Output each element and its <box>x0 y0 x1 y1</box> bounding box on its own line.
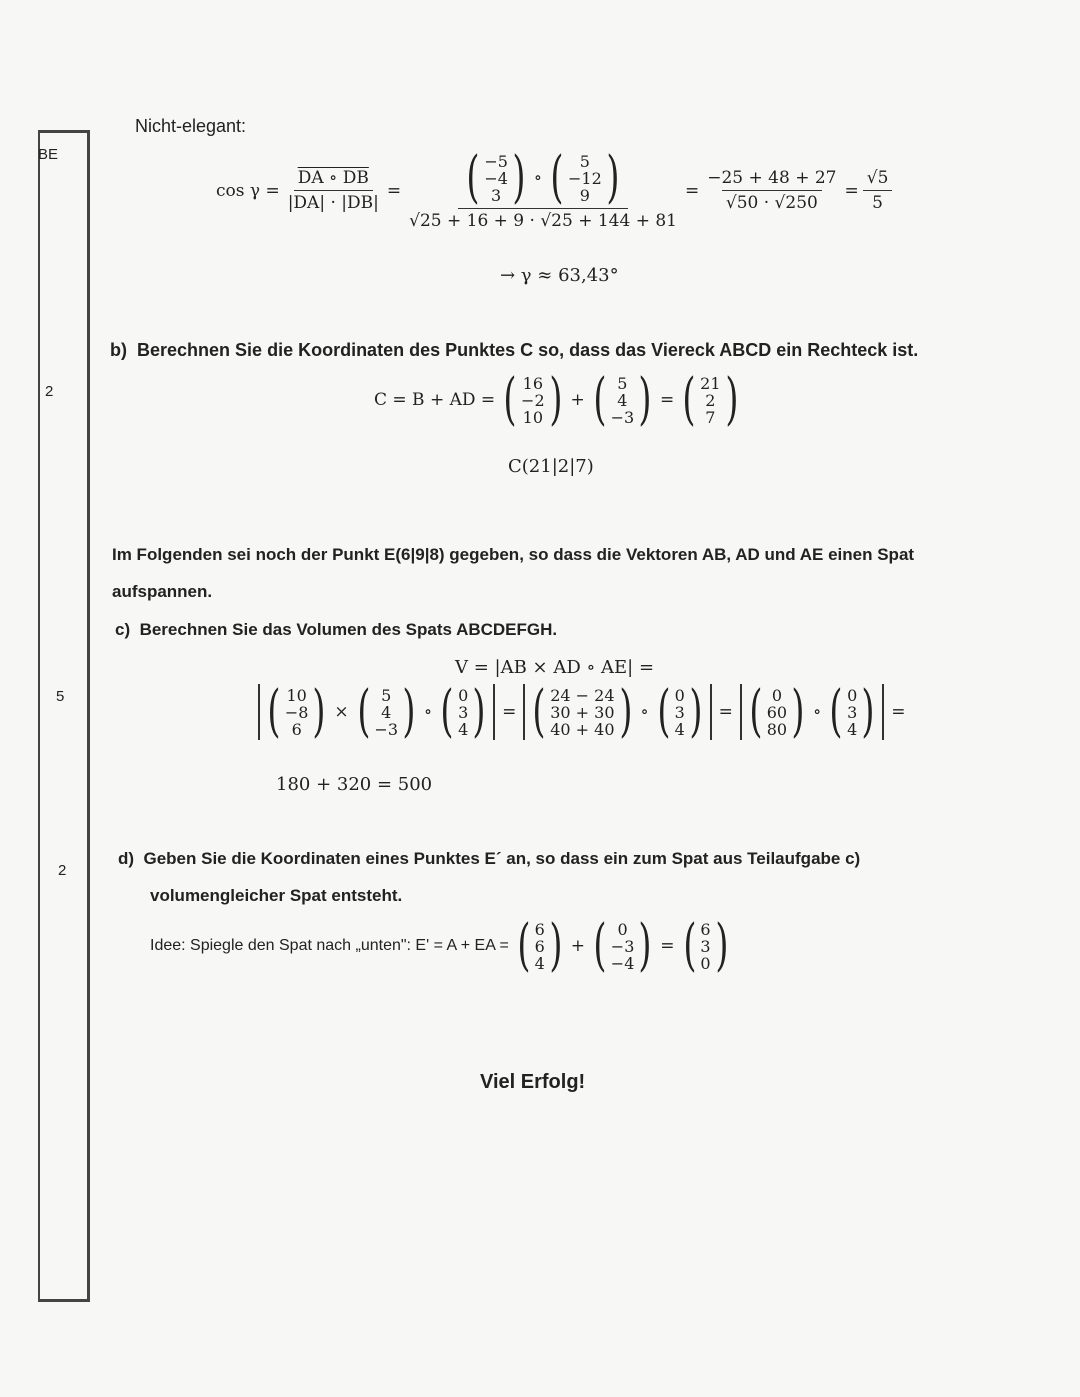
vec-db: ( 5 −12 9 ) <box>550 145 620 210</box>
closing-text: Viel Erfolg! <box>480 1071 586 1093</box>
idea-text: Idee: Spiegle den Spat nach „unten": E' = A + EA = <box>150 937 509 954</box>
c-formula: C = B + AD = ( 16 −2 10 ) + ( 5 4 −3 ) = ( 21 2 7 ) <box>374 367 739 432</box>
volume-result: 180 + 320 = 500 <box>276 774 433 795</box>
frac1 <box>284 168 383 213</box>
cos-lhs: cos γ = <box>216 180 280 201</box>
gamma-result: → γ ≈ 63,43° <box>500 265 619 286</box>
e-prime-formula: Idee: Spiegle den Spat nach „unten": E' = A + EA = ( 6 6 4 ) + ( 0 −3 −4 ) = ( 6 3 0 ) <box>150 913 729 978</box>
c-result: C(21|2|7) <box>508 456 594 477</box>
points-c: 5 <box>56 688 65 705</box>
frac2: ( −5 −4 3 ) ∘ ( 5 −12 9 ) √25 + 16 + 9 · √25 + 144 + 81 <box>405 150 681 231</box>
intro-line2: aufspannen. <box>112 582 213 601</box>
frac2-den: √25 + 16 + 9 · √25 + 144 + 81 <box>409 211 677 231</box>
points-d: 2 <box>58 862 67 879</box>
task-d-line1: d) Geben Sie die Koordinaten eines Punktes E´ an, so dass ein zum Spat aus Teilaufgabe c) <box>118 849 861 868</box>
task-b: b) Berechnen Sie die Koordinaten des Punktes C so, dass das Viereck ABCD ein Rechteck ist. <box>110 340 919 360</box>
task-d-line2: volumengleicher Spat entsteht. <box>150 886 403 905</box>
frac1-den: |DA| · |DB| <box>287 193 379 213</box>
frac1-num: DA ∘ DB <box>294 168 373 191</box>
points-b: 2 <box>45 383 54 400</box>
frac4: $\frac{√5}{5}$ <box>863 168 893 213</box>
c-lhs: C = B + AD = <box>374 390 496 410</box>
cos-formula: cos γ = $\frac{DA \circ DB}{|DA| \cdot |DB|}$ = ( −5 −4 3 ) ∘ ( 5 −12 9 ) √25 + 16 + 9 · √25 + 144 + 81 = $\frac{-25 + 48 + 27}{√50 \cdot √250}$ = $\frac{√5}{5}$ <box>212 150 892 231</box>
points-column <box>38 130 90 1302</box>
volume-formula: V = |AB × AD ∘ AE| = <box>455 657 655 678</box>
intro-line1: Im Folgenden sei noch der Punkt E(6|9|8) gegeben, so dass die Vektoren AB, AD und AE einen Spat <box>112 545 915 564</box>
vec-da: ( −5 −4 3 ) <box>466 145 526 210</box>
frac3: $\frac{-25 + 48 + 27}{√50 \cdot √250}$ <box>707 168 837 213</box>
task-c: c) Berechnen Sie das Volumen des Spats ABCDEFGH. <box>115 620 558 639</box>
section-a-label: Nicht-elegant: <box>135 116 247 136</box>
points-header: BE <box>38 146 59 163</box>
eq: = <box>386 180 402 201</box>
volume-calc: ( 10 −8 6 ) × ( 5 4 −3 ) ∘ ( 0 3 4 ) = ( 24 − 24 30 + 30 40 + 40 ) ∘ ( 0 3 4 ) = ( 0 60 80 ) ∘ ( 0 3 4 ) = <box>255 684 909 740</box>
